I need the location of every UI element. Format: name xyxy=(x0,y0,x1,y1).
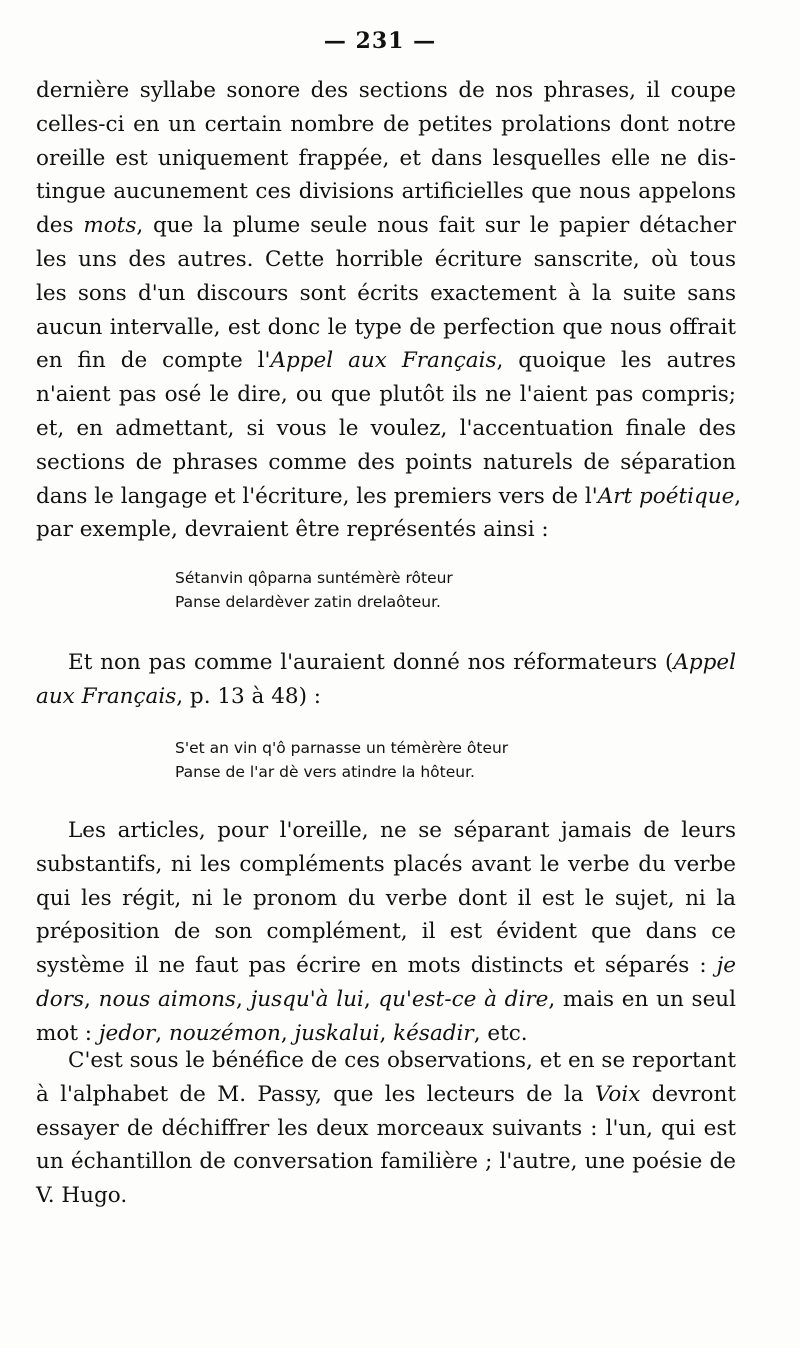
text-line: à l'alphabet de M. Passy, que les lecteurs de la Voix devront xyxy=(36,1081,736,1107)
text-line: substantifs, ni les compléments placés avant le verbe du verbe xyxy=(36,851,736,877)
text-line: des mots, que la plume seule nous fait sur le papier détacher xyxy=(36,213,736,239)
text-line: V. Hugo. xyxy=(36,1183,128,1209)
italic-title: Appel xyxy=(673,650,736,675)
verse-line: Panse de l'ar dè vers atindre la hôteur. xyxy=(175,763,475,781)
text-line: C'est sous le bénéfice de ces observations, et en se reportant xyxy=(68,1048,736,1073)
text-line: mot : jedor, nouzémon, juskalui, késadir, etc. xyxy=(36,1020,528,1046)
paragraph-3 xyxy=(36,814,736,1051)
italic-example: nouzémon xyxy=(168,1020,281,1046)
text-line: dans le langage et l'écriture, les premiers vers de l'Art poétique, xyxy=(36,483,742,509)
text-line: oreille est uniquement frappée, et dans lesquelles elle ne dis- xyxy=(36,145,736,171)
verse-line: S'et an vin q'ô parnasse un témèrère ôteur xyxy=(175,739,509,757)
text-line: un échantillon de conversation familière ; l'autre, une poésie de xyxy=(36,1149,736,1175)
text-line: Et non pas comme l'auraient donné nos réformateurs (Appel xyxy=(68,650,736,675)
italic-example: qu'est-ce à dire xyxy=(378,986,549,1012)
italic-example: dors xyxy=(36,986,85,1012)
italic-example: je xyxy=(716,953,736,979)
italic-title: Appel aux Français xyxy=(270,348,497,374)
text-line: essayer de déchiffrer les deux morceaux suivants : l'un, qui est xyxy=(36,1115,736,1141)
text-line: et, en admettant, si vous le voulez, l'accentuation finale des xyxy=(36,415,736,441)
verse-quote-1 xyxy=(175,566,453,614)
italic-title: aux Français xyxy=(36,683,177,709)
paragraph-4 xyxy=(36,1044,736,1213)
text-line: système il ne faut pas écrire en mots distincts et séparés : je xyxy=(36,953,736,979)
text-line: préposition de son complément, il est évident que dans ce xyxy=(36,919,736,945)
text-line: dernière syllabe sonore des sections de nos phrases, il coupe xyxy=(36,78,736,103)
text-line: aucun intervalle, est donc le type de perfection que nous offrait xyxy=(36,314,736,340)
text-line: dors, nous aimons, jusqu'à lui, qu'est-ce à dire, mais en un seul xyxy=(36,986,737,1012)
paragraph-1 xyxy=(36,74,742,547)
italic-example: juskalui xyxy=(294,1020,380,1046)
italic-example: késadir xyxy=(393,1020,474,1046)
text-line: les uns des autres. Cette horrible écriture sanscrite, où tous xyxy=(36,246,736,272)
text-line: les sons d'un discours sont écrits exactement à la suite sans xyxy=(36,280,736,306)
text-line: qui les régit, ni le pronom du verbe dont il est le sujet, ni la xyxy=(36,885,736,911)
italic-term: mots xyxy=(83,213,137,239)
italic-title: Voix xyxy=(594,1081,641,1107)
text-line: n'aient pas osé le dire, ou que plutôt ils ne l'aient pas compris; xyxy=(36,382,736,408)
text-line: en fin de compte l'Appel aux Français, quoique les autres xyxy=(36,348,736,374)
page-number: — 231 — xyxy=(323,28,437,54)
text-line: sections de phrases comme des points naturels de séparation xyxy=(36,449,736,475)
text-line: Les articles, pour l'oreille, ne se séparant jamais de leurs xyxy=(68,818,736,843)
verse-line: Panse delardèver zatin drelaôteur. xyxy=(175,593,441,611)
text-line: tingue aucunement ces divisions artificielles que nous appelons xyxy=(36,179,736,205)
italic-title: Art poétique xyxy=(597,483,735,509)
text-line: par exemple, devraient être représentés ainsi : xyxy=(36,517,549,543)
verse-quote-2 xyxy=(175,736,508,784)
paragraph-2 xyxy=(36,646,736,714)
text-line: celles-ci en un certain nombre de petites prolations dont notre xyxy=(36,111,736,137)
text-line: aux Français, p. 13 à 48) : xyxy=(36,683,322,709)
italic-example: jusqu'à lui xyxy=(250,986,364,1012)
italic-example: jedor xyxy=(98,1020,156,1046)
verse-line: Sétanvin qôparna suntémèrè rôteur xyxy=(175,569,453,587)
italic-example: nous aimons xyxy=(98,986,236,1012)
